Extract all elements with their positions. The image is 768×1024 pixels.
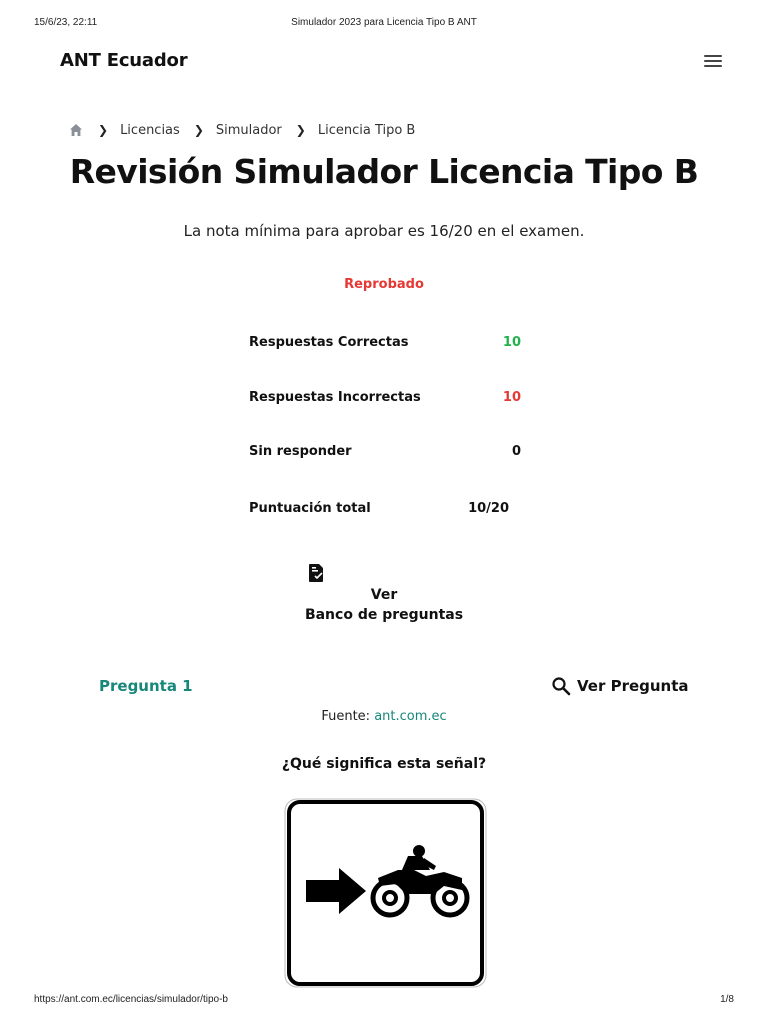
question-text: ¿Qué significa esta señal? (281, 756, 487, 772)
stat-total-label: Puntuación total (249, 501, 371, 516)
print-header (0, 17, 768, 31)
page-title: Revisión Simulador Licencia Tipo B (69, 152, 699, 191)
stat-correct-value: 10 (502, 335, 521, 350)
view-question-button[interactable] (551, 676, 689, 696)
print-page-number: 1/8 (720, 994, 734, 1005)
stat-unanswered (249, 444, 521, 462)
site-header (60, 50, 724, 78)
breadcrumb-simulador[interactable]: Simulador (215, 122, 282, 138)
stat-total (249, 501, 521, 519)
stat-correct (249, 335, 521, 353)
print-timestamp: 15/6/23, 22:11 (34, 17, 98, 28)
motorcycle-lane-sign (284, 798, 487, 988)
brand-logo[interactable]: ANT Ecuador (60, 50, 188, 71)
source-link[interactable]: ant.com.ec (374, 709, 447, 724)
question-label: Pregunta 1 (99, 677, 193, 695)
home-icon[interactable] (68, 122, 84, 138)
question-bank-button[interactable] (0, 563, 768, 623)
question-bank-icon (307, 563, 325, 583)
stat-unanswered-label: Sin responder (249, 444, 352, 459)
chevron-right-icon: ❯ (98, 123, 109, 137)
hamburger-menu-icon[interactable] (704, 55, 722, 69)
chevron-right-icon: ❯ (295, 123, 306, 137)
breadcrumb (68, 121, 429, 139)
breadcrumb-licencias[interactable]: Licencias (120, 122, 180, 138)
stat-incorrect (249, 390, 521, 408)
question-bank-line1: Ver (370, 587, 398, 603)
view-question-label: Ver Pregunta (577, 677, 689, 695)
question-bank-line2: Banco de preguntas (304, 607, 464, 623)
source-line (0, 709, 768, 724)
page-subtitle: La nota mínima para aprobar es 16/20 en el examen. (183, 222, 585, 240)
stat-incorrect-value: 10 (502, 390, 521, 405)
chevron-right-icon: ❯ (193, 123, 204, 137)
print-url: https://ant.com.ec/licencias/simulador/tipo-b (34, 994, 228, 1005)
status-badge: Reprobado (344, 277, 424, 292)
source-prefix: Fuente: (321, 709, 371, 724)
print-footer (0, 994, 768, 1008)
breadcrumb-licencia-tipo-b[interactable]: Licencia Tipo B (317, 122, 416, 138)
stat-correct-label: Respuestas Correctas (249, 335, 409, 350)
stat-total-value: 10/20 (468, 501, 509, 516)
search-icon (551, 676, 571, 696)
print-title: Simulador 2023 para Licencia Tipo B ANT (291, 17, 477, 28)
stat-unanswered-value: 0 (511, 444, 521, 459)
stat-incorrect-label: Respuestas Incorrectas (249, 390, 421, 405)
